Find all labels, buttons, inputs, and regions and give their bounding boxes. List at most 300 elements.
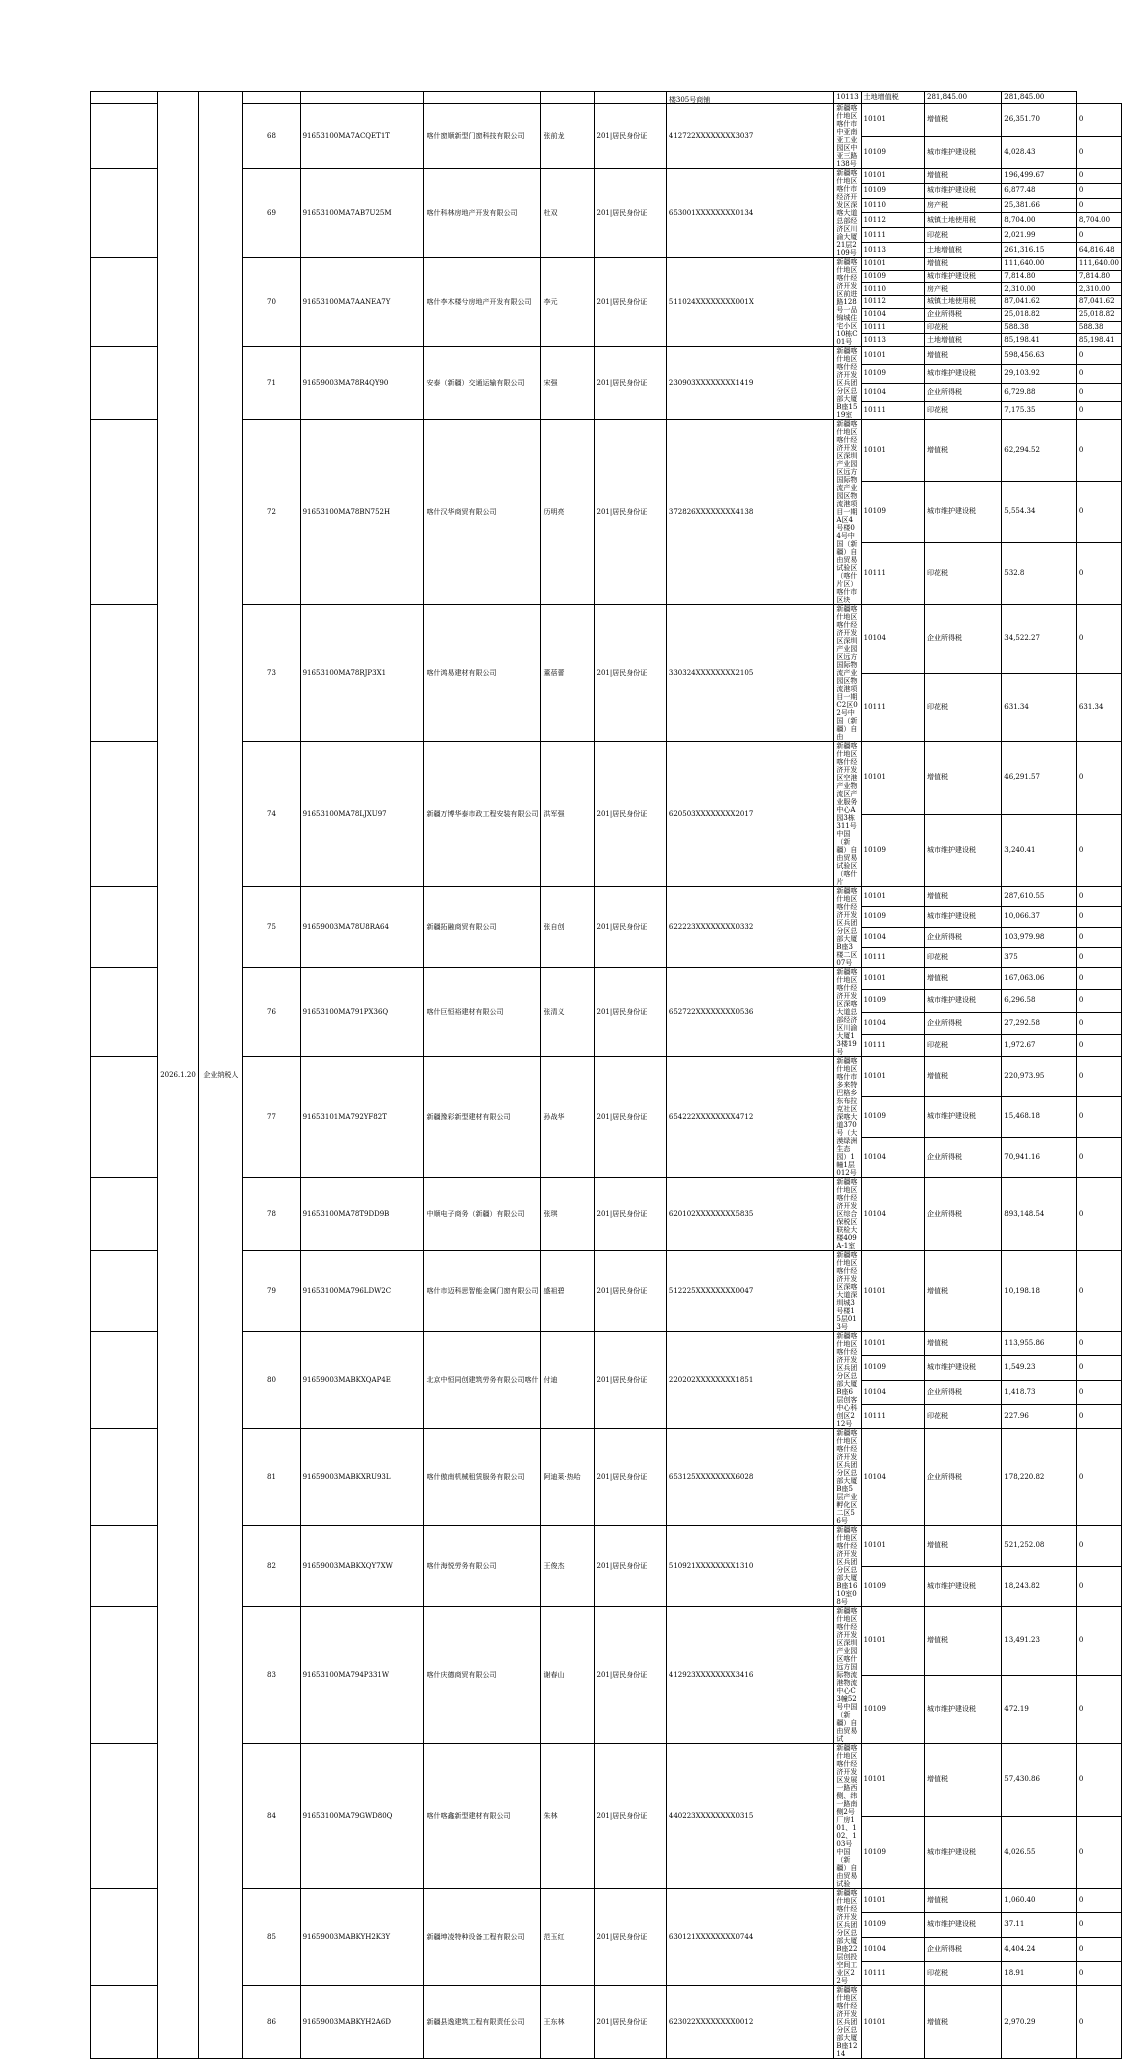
row-number-cell: 77 [243,1057,300,1178]
tax-code-cell: 10101 [861,1744,924,1817]
id-type-cell: 201|居民身份证 [594,1986,666,2059]
tax-name-cell: 城市维护建设税 [924,183,1001,198]
blank-cell [594,92,666,104]
tax-name-cell: 城市维护建设税 [924,136,1001,169]
tax-code-cell: 10101 [861,887,924,907]
tax-name-cell: 城市维护建设税 [924,1816,1001,1889]
address-cell: 新疆喀什地区喀什经济开发区兵团分区总部大厦B座6层创客中心科创区212号 [834,1332,861,1429]
tax-code-cell: 10110 [861,198,924,213]
tax-code-cell: 10109 [861,1356,924,1380]
company-name-cell: 喀什李木楼兮房地产开发有限公司 [424,258,541,347]
amount-cell: 4,028.43 [1002,136,1077,169]
tax-code-cell: 10104 [861,1380,924,1404]
id-type-cell: 201|居民身份证 [594,605,666,742]
tax-code-cell: 10104 [861,1137,924,1177]
new-arrears-cell: 0 [1076,887,1121,907]
new-arrears-cell: 0 [1076,1526,1121,1567]
new-arrears-cell: 85,198.41 [1076,334,1121,347]
company-name-cell: 喀什鸿易建材有限公司 [424,605,541,742]
tax-name-cell: 企业所得税 [924,1937,1001,1961]
id-number-cell: 653001XXXXXXXX0134 [666,169,834,258]
legal-rep-cell: 杜双 [541,169,594,258]
tax-name-cell: 土地增值税 [924,334,1001,347]
amount-cell: 18.91 [1002,1961,1077,1985]
credit-code-cell: 91653100MA79GWD80Q [300,1744,424,1889]
address-cell: 新疆喀什地区喀什经济开发区深圳产业园区远方国际物流产业园区物流港项目一期C2区02号中国（新疆）自由 [834,605,861,742]
credit-code-cell: 91659003MABKXRU93L [300,1429,424,1526]
table-row [91,1332,1122,1356]
blank-cell [91,605,158,742]
credit-code-cell: 91653100MA78BN752H [300,420,424,605]
tax-code-cell: 10101 [861,1607,924,1676]
row-number-cell: 86 [243,1986,300,2059]
legal-rep-cell: 盛祖碧 [541,1251,594,1332]
tax-name-cell: 增值税 [924,420,1001,482]
company-name-cell: 喀什庆德商贸有限公司 [424,1607,541,1744]
credit-code-cell: 91653100MA796LDW2C [300,1251,424,1332]
credit-code-cell: 91653100MA794P331W [300,1607,424,1744]
tax-code-cell: 10109 [861,183,924,198]
blank-cell [91,347,158,420]
tax-code-cell: 10110 [861,283,924,296]
new-arrears-cell: 0 [1076,1937,1121,1961]
credit-code-cell: 91659003MABKXQY7XW [300,1526,424,1607]
tax-code-cell: 10104 [861,605,924,674]
amount-cell: 70,941.16 [1002,1137,1077,1177]
legal-rep-cell: 洪军强 [541,742,594,887]
tax-name-cell: 企业所得税 [924,927,1001,947]
tax-code-cell: 10113 [861,243,924,258]
id-type-cell: 201|居民身份证 [594,347,666,420]
tax-name-cell: 增值税 [924,1332,1001,1356]
new-arrears-cell: 0 [1076,1356,1121,1380]
id-number-cell: 620503XXXXXXXX2017 [666,742,834,887]
id-type-cell: 201|居民身份证 [594,1251,666,1332]
address-cell: 新疆喀什地区喀什经济开发区兵团分区总部大厦B座1214 [834,1986,861,2059]
tax-name-cell: 城市维护建设税 [924,1566,1001,1607]
tax-name-cell: 印花税 [924,1404,1001,1428]
tax-code-cell: 10101 [861,1057,924,1097]
tax-code-cell: 10109 [861,1566,924,1607]
tax-code-cell: 10112 [861,213,924,228]
amount-cell: 113,955.86 [1002,1332,1077,1356]
company-name-cell: 喀什科林房地产开发有限公司 [424,169,541,258]
amount-cell: 261,316.15 [1002,243,1077,258]
tax-code-cell: 10104 [861,1178,924,1251]
legal-rep-cell: 李元 [541,258,594,347]
id-number-cell: 652722XXXXXXXX0536 [666,968,834,1057]
tax-name-cell: 增值税 [924,742,1001,815]
tax-name-cell: 增值税 [924,1057,1001,1097]
tax-name-cell: 城镇土地使用税 [924,296,1001,309]
blank-cell [91,1251,158,1332]
address-cell: 新疆喀什地区喀什市多来特巴格乡东布拉克社区深喀大道370号（大漠绿洲生态园）1幢1层012号 [834,1057,861,1178]
tax-code-cell: 10101 [861,1526,924,1567]
new-arrears-cell: 0 [1076,1607,1121,1676]
amount-cell: 6,729.88 [1002,383,1077,401]
tax-code-cell: 10111 [861,1961,924,1985]
tax-name-cell: 增值税 [924,1889,1001,1913]
company-name-cell: 新疆县逸建筑工程有限责任公司 [424,1986,541,2059]
amount-cell: 85,198.41 [1002,334,1077,347]
credit-code-cell: 91659003MABKYH2K3Y [300,1889,424,1986]
amount-cell: 893,148.54 [1002,1178,1077,1251]
tax-name-cell: 印花税 [924,1961,1001,1985]
amount-cell: 10,198.18 [1002,1251,1077,1332]
id-type-cell: 201|居民身份证 [594,968,666,1057]
tax-name-cell: 城市维护建设税 [924,270,1001,283]
credit-code-cell: 91659003MABKXQAP4E [300,1332,424,1429]
amount-cell: 18,243.82 [1002,1566,1077,1607]
tax-name-cell: 印花税 [924,543,1001,605]
table-row [91,258,1122,271]
new-arrears-cell: 0 [1076,1178,1121,1251]
legal-rep-cell: 历明亮 [541,420,594,605]
tax-name-cell: 企业所得税 [924,1429,1001,1526]
blank-cell [91,104,158,169]
tax-code-cell: 10111 [861,947,924,967]
new-arrears-cell: 0 [1076,605,1121,674]
address-cell: 新疆喀什地区喀什经济开发区兵团分区总部大厦B座5层产业孵化区二区56号 [834,1429,861,1526]
tax-code-cell: 10109 [861,990,924,1012]
id-number-cell: 654222XXXXXXXX4712 [666,1057,834,1178]
amount-cell: 532.8 [1002,543,1077,605]
amount-cell: 6,296.58 [1002,990,1077,1012]
id-number-cell: 412722XXXXXXXX3037 [666,104,834,169]
tax-name-cell: 印花税 [924,1034,1001,1056]
blank-cell [91,1057,158,1178]
row-number-cell: 73 [243,605,300,742]
new-arrears-cell: 0 [1076,228,1121,243]
address-cell: 新疆喀什地区喀什经济开发区深圳产业园区喀什远方国际物流港物流中心C3幢52号中国（新疆）自由贸易试 [834,1607,861,1744]
id-number-cell: 630121XXXXXXXX0744 [666,1889,834,1986]
amount-cell: 1,972.67 [1002,1034,1077,1056]
amount-cell: 103,979.98 [1002,927,1077,947]
new-arrears-cell: 0 [1076,1012,1121,1034]
company-name-cell: 喀什巨恒裕建材有限公司 [424,968,541,1057]
amount-cell: 57,430.86 [1002,1744,1077,1817]
new-arrears-cell: 0 [1076,1097,1121,1137]
row-number-cell: 82 [243,1526,300,1607]
row-number-cell: 70 [243,258,300,347]
tax-code-cell: 10101 [861,1251,924,1332]
blank-cell [91,92,158,104]
amount-cell: 178,220.82 [1002,1429,1077,1526]
tax-code-cell: 10101 [861,347,924,365]
id-type-cell: 201|居民身份证 [594,1178,666,1251]
new-arrears-cell: 0 [1076,1057,1121,1097]
tax-name-cell: 企业所得税 [924,308,1001,321]
credit-code-cell: 91653100MA7AANEA7Y [300,258,424,347]
new-arrears-cell: 0 [1076,990,1121,1012]
tax-code-cell: 10101 [861,420,924,482]
legal-rep-cell: 王东林 [541,1986,594,2059]
amount-cell: 281,845.00 [924,92,1001,104]
amount-cell: 631.34 [1002,673,1077,742]
tax-code-cell: 10109 [861,270,924,283]
tax-name-cell: 企业所得税 [924,1012,1001,1034]
table-row [91,887,1122,907]
id-type-cell: 201|居民身份证 [594,258,666,347]
tax-name-cell: 城市维护建设税 [924,907,1001,927]
table-row [91,1607,1122,1676]
id-number-cell: 220202XXXXXXXX1851 [666,1332,834,1429]
id-number-cell: 440223XXXXXXXX0315 [666,1744,834,1889]
tax-code-cell: 10109 [861,1816,924,1889]
table-row [91,1251,1122,1332]
tax-code-cell: 10111 [861,228,924,243]
table-row [91,420,1122,482]
id-type-cell: 201|居民身份证 [594,1744,666,1889]
id-number-cell: 623022XXXXXXXX0012 [666,1986,834,2059]
tax-name-cell: 房产税 [924,283,1001,296]
amount-cell: 15,468.18 [1002,1097,1077,1137]
id-type-cell: 201|居民身份证 [594,420,666,605]
new-arrears-cell: 0 [1076,927,1121,947]
tax-code-cell: 10101 [861,742,924,815]
blank-cell [91,1744,158,1889]
blank-cell [91,1429,158,1526]
id-number-cell: 230903XXXXXXXX1419 [666,347,834,420]
tax-name-cell: 城市维护建设税 [924,1913,1001,1937]
tax-code-cell: 10111 [861,1034,924,1056]
amount-cell: 34,522.27 [1002,605,1077,674]
blank-cell [541,92,594,104]
tax-name-cell: 增值税 [924,1251,1001,1332]
company-name-cell: 喀什窗顺新型门窗科技有限公司 [424,104,541,169]
id-type-cell: 201|居民身份证 [594,1429,666,1526]
address-cell: 新疆喀什地区喀什经济开发区综合保税区联检大楼409A-1室 [834,1178,861,1251]
tax-name-cell: 土地增值税 [924,243,1001,258]
new-arrears-cell: 0 [1076,383,1121,401]
legal-rep-cell: 谢春山 [541,1607,594,1744]
tax-name-cell: 房产税 [924,198,1001,213]
legal-rep-cell: 张自创 [541,887,594,968]
id-type-cell: 201|居民身份证 [594,1332,666,1429]
legal-rep-cell: 张琪 [541,1178,594,1251]
amount-cell: 7,175.35 [1002,401,1077,419]
tax-name-cell: 增值税 [924,887,1001,907]
blank-cell [91,1607,158,1744]
id-number-cell: 510921XXXXXXXX1310 [666,1526,834,1607]
address-cell: 新疆喀什地区喀什经济开发区发展一路西侧、纬一路南侧2号厂房101、102、103号中国（新疆）自由贸易试验 [834,1744,861,1889]
tax-name-cell: 增值税 [924,968,1001,990]
new-arrears-cell: 0 [1076,1404,1121,1428]
tax-name-cell: 城市维护建设税 [924,814,1001,887]
tax-name-cell: 城市维护建设税 [924,365,1001,383]
tax-name-cell: 增值税 [924,1607,1001,1676]
row-number-cell: 71 [243,347,300,420]
amount-cell: 287,610.55 [1002,887,1077,907]
id-type-cell: 201|居民身份证 [594,104,666,169]
tax-code-cell: 10104 [861,308,924,321]
legal-rep-cell: 董蓓蕾 [541,605,594,742]
id-number-cell: 412923XXXXXXXX3416 [666,1607,834,1744]
tax-name-cell: 增值税 [924,169,1001,184]
tax-name-cell: 增值税 [924,347,1001,365]
new-arrears-cell: 0 [1076,136,1121,169]
legal-rep-cell: 范玉红 [541,1889,594,1986]
filing-date-cell: 2026.1.20 [157,92,199,2059]
address-cell: 新疆喀什地区喀什市中亚南亚工业园区中亚三路138号 [834,104,861,169]
row-number-cell: 78 [243,1178,300,1251]
new-arrears-cell: 0 [1076,183,1121,198]
amount-cell: 7,814.80 [1002,270,1077,283]
blank-cell [91,169,158,258]
table-row [91,1429,1122,1526]
table-row [91,605,1122,674]
tax-code-cell: 10111 [861,321,924,334]
id-type-cell: 201|居民身份证 [594,887,666,968]
table-row [91,1986,1122,2059]
amount-cell: 62,294.52 [1002,420,1077,482]
address-cell: 新疆喀什地区喀什经济开发区兵团分区总部大厦B座22层创投空间工业区22号 [834,1889,861,1986]
amount-cell: 196,499.67 [1002,169,1077,184]
amount-cell: 25,381.66 [1002,198,1077,213]
address-cell: 新疆喀什地区喀什经济开发区深喀大道深圳城3号楼15层013号 [834,1251,861,1332]
company-name-cell: 北京中恒同创建筑劳务有限公司喀什 [424,1332,541,1429]
tax-code-cell: 10104 [861,1429,924,1526]
row-number-cell: 83 [243,1607,300,1744]
tax-name-cell: 印花税 [924,228,1001,243]
table-row [91,968,1122,990]
legal-rep-cell: 孙战华 [541,1057,594,1178]
amount-cell: 167,063.06 [1002,968,1077,990]
credit-code-cell: 91653100MA78RJP3X1 [300,605,424,742]
blank-cell [91,1889,158,1986]
tax-code-cell: 10109 [861,136,924,169]
id-number-cell: 512225XXXXXXXX0047 [666,1251,834,1332]
tax-name-cell: 企业所得税 [924,383,1001,401]
blank-cell [424,92,541,104]
blank-cell [91,420,158,605]
credit-code-cell: 91659003MABKYH2A6D [300,1986,424,2059]
tax-code-cell: 10104 [861,383,924,401]
address-cell: 新疆喀什地区喀什经济开发区深喀大道总部经济区川渝大厦13楼19号 [834,968,861,1057]
amount-cell: 521,252.08 [1002,1526,1077,1567]
new-arrears-cell: 111,640.00 [1076,258,1121,271]
tax-name-cell: 企业所得税 [924,1178,1001,1251]
taxpayer-category-cell: 企业纳税人 [199,92,243,2059]
new-arrears-cell: 0 [1076,1889,1121,1913]
row-number-cell: 74 [243,742,300,887]
amount-cell: 1,549.23 [1002,1356,1077,1380]
amount-cell: 2,021.99 [1002,228,1077,243]
amount-cell: 220,973.95 [1002,1057,1077,1097]
table-row [91,1178,1122,1251]
tax-name-cell: 城市维护建设税 [924,1675,1001,1744]
row-number-cell: 85 [243,1889,300,1986]
company-name-cell: 安泰（新疆）交通运输有限公司 [424,347,541,420]
table-row [91,1744,1122,1817]
table-row [91,92,1122,104]
credit-code-cell: 91653100MA78LJXU97 [300,742,424,887]
tax-code-cell: 10109 [861,1097,924,1137]
row-number-cell: 75 [243,887,300,968]
tax-code-cell: 10101 [861,968,924,990]
company-name-cell: 新疆万博华泰市政工程安装有限公司 [424,742,541,887]
amount-cell: 6,877.48 [1002,183,1077,198]
tax-code-cell: 10109 [861,1913,924,1937]
row-number-cell: 81 [243,1429,300,1526]
credit-code-cell: 91659003MA78R4QY90 [300,347,424,420]
tax-name-cell: 城市维护建设税 [924,1356,1001,1380]
tax-code-cell: 10101 [861,1889,924,1913]
address-cell: 新疆喀什地区喀什经济开发区前进路128号一品锦城住宅小区10栋C01号 [834,258,861,347]
tax-name-cell: 增值税 [924,1986,1001,2059]
credit-code-cell: 91653100MA7ACQET1T [300,104,424,169]
id-number-cell: 622223XXXXXXXX0332 [666,887,834,968]
new-arrears-cell: 0 [1076,814,1121,887]
new-arrears-cell: 0 [1076,1913,1121,1937]
id-number-cell: 620102XXXXXXXX5835 [666,1178,834,1251]
tax-name-cell: 土地增值税 [861,92,924,104]
company-name-cell: 喀什市迈科思智能金属门窗有限公司 [424,1251,541,1332]
company-name-cell: 喀什喀鑫新型建材有限公司 [424,1744,541,1889]
amount-cell: 8,704.00 [1002,213,1077,228]
amount-cell: 29,103.92 [1002,365,1077,383]
new-arrears-cell: 0 [1076,401,1121,419]
tax-name-cell: 企业所得税 [924,605,1001,674]
address-cell: 新疆喀什地区喀什经济开发区空港产业物流区产业服务中心A园3栋311号中国（新疆）自由贸易试验区（喀什片 [834,742,861,887]
tax-code-cell: 10109 [861,481,924,543]
row-number-cell: 84 [243,1744,300,1889]
company-name-cell: 喀什傲南机械租赁服务有限公司 [424,1429,541,1526]
new-arrears-cell: 0 [1076,365,1121,383]
new-arrears-cell: 7,814.80 [1076,270,1121,283]
new-arrears-cell: 588.38 [1076,321,1121,334]
amount-cell: 2,310.00 [1002,283,1077,296]
tax-code-cell: 10111 [861,673,924,742]
amount-cell: 4,026.55 [1002,1816,1077,1889]
address-cell: 新疆喀什地区喀什市经济开发区深喀大道总部经济区川渝大厦21层2109号 [834,169,861,258]
id-type-cell: 201|居民身份证 [594,169,666,258]
id-number-cell: 653125XXXXXXXX6028 [666,1429,834,1526]
new-arrears-cell: 631.34 [1076,673,1121,742]
new-arrears-cell: 0 [1076,420,1121,482]
new-arrears-cell: 0 [1076,1675,1121,1744]
new-arrears-cell: 0 [1076,907,1121,927]
credit-code-cell: 91653100MA7AB7U25M [300,169,424,258]
new-arrears-cell: 0 [1076,104,1121,137]
tax-name-cell: 城市维护建设税 [924,990,1001,1012]
blank-cell [91,1178,158,1251]
company-name-cell: 喀什汉华商贸有限公司 [424,420,541,605]
amount-cell: 25,018.82 [1002,308,1077,321]
new-arrears-cell: 64,816.48 [1076,243,1121,258]
legal-rep-cell: 付迪 [541,1332,594,1429]
tax-name-cell: 企业所得税 [924,1137,1001,1177]
blank-cell [91,968,158,1057]
tax-name-cell: 增值税 [924,104,1001,137]
company-name-cell: 新疆拓融商贸有限公司 [424,887,541,968]
amount-cell: 598,456.63 [1002,347,1077,365]
tax-name-cell: 增值税 [924,258,1001,271]
new-arrears-cell: 0 [1076,1380,1121,1404]
blank-cell [91,742,158,887]
company-name-cell: 中顺电子商务（新疆）有限公司 [424,1178,541,1251]
blank-cell [91,1332,158,1429]
row-number-cell: 69 [243,169,300,258]
tax-name-cell: 印花税 [924,947,1001,967]
table-row [91,1889,1122,1913]
id-number-cell: 372826XXXXXXXX4138 [666,420,834,605]
id-type-cell: 201|居民身份证 [594,742,666,887]
row-number-cell: 79 [243,1251,300,1332]
id-type-cell: 201|居民身份证 [594,1526,666,1607]
tax-code-cell: 10111 [861,543,924,605]
new-arrears-cell: 0 [1076,968,1121,990]
